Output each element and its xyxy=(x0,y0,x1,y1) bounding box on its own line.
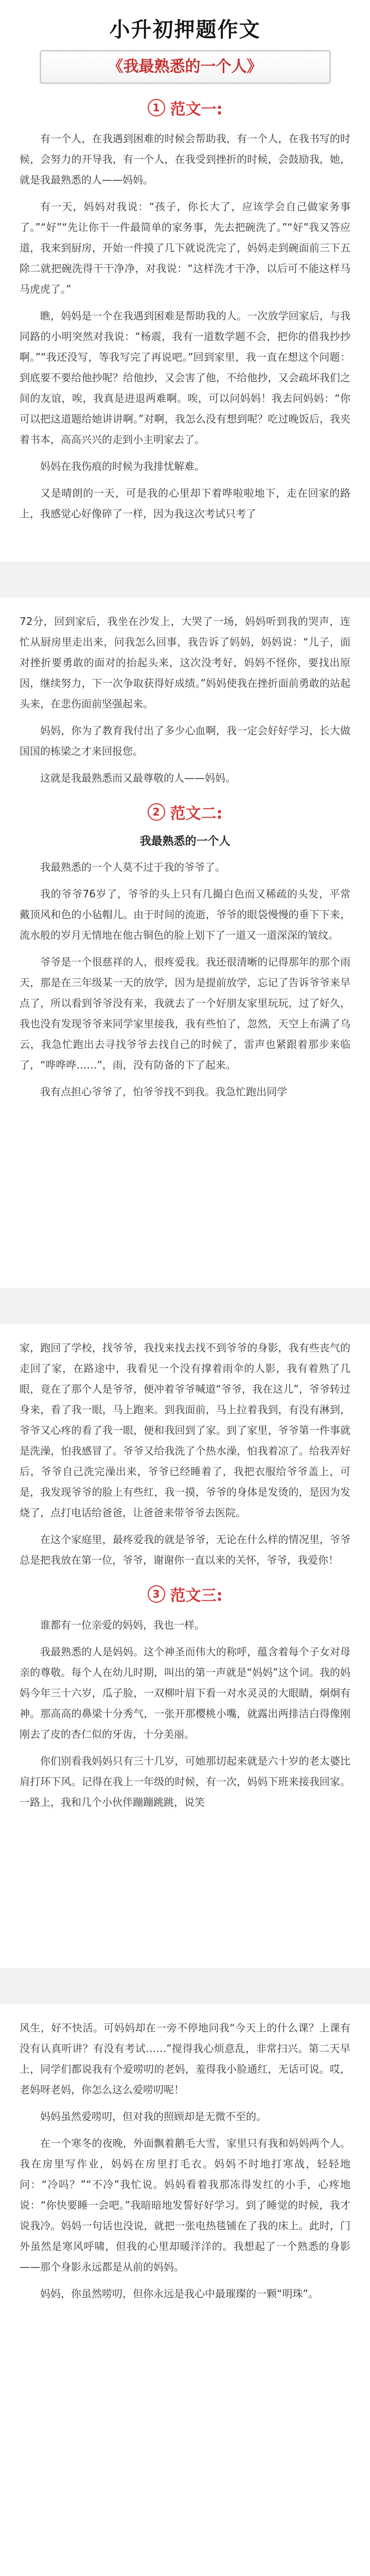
page-gap xyxy=(0,562,370,598)
paragraph: 家，跑回了学校，找爷爷，我找来找去找不到爷爷的身影，我有些丧气的走回了家，在路途中，我看见一个没有撑着雨伞的人影，我有着熟了几眼，竟在了那个人是爷爷，便冲着爷爷喊道“爷爷，我在这儿”，爷爷转过身来，看了我一眼，马上跑来。到我面前，马上拉着我到，有没有淋到，爷爷又心疼的看了我一眼，便和我回到了家。到了家里，爷爷第一件事就是洗澡，怕我感冒了。爷爷又给我洗了个热水澡，怕我着凉了。给我弄好后，爷爷自己洗完澡出来，爷爷已经睡着了，我把衣服给爷爷盖上，可是，我发现爷爷的脸上有些红，我一摸，爷爷的身体是发烫的，是因为发烧了，点打电话给爸爸，让爸爸来带爷爷去医院。 xyxy=(20,1342,350,1519)
section-3-title: 范文三: xyxy=(170,1587,223,1605)
paragraph: 你们别看我妈妈只有三十几岁，可她那切起来就是六十岁的老太婆比肩打环下风。记得在我上一年级的时候，有一次，妈妈下班来接我回家。一路上，我和几个小伙伴蹦蹦跳跳，说笑 xyxy=(20,1755,350,1808)
paragraph: 爷爷是一个很慈祥的人，很疼爱我。我还很清晰的记得那年的那个雨天，那是在三年级某一天的放学，因为是提前放学，忘记了告诉爷爷来早点了，所以看到爷爷没有来，我就去了一个好朋友家里玩玩，过了好久，我也没有发现爷爷来同学家里接我，我有些怕了，忽然，天空上布满了乌云，我急忙跑出去寻找爷爷去找自己的时候了，雷声也紧跟着那步来临了，“哗哗哗……”，雨，没有防备的下了起来。 xyxy=(20,956,350,1071)
paragraph: 妈妈，你虽然唠叨，但你永远是我心中最璀璨的一颗“明珠”。 xyxy=(40,2287,319,2300)
page-title: 小升初押题作文 xyxy=(109,18,261,42)
paragraph: 在一个寒冬的夜晚，外面飘着鹅毛大雪，家里只有我和妈妈两个人。我在房里写作业，妈妈在房里打毛衣。妈妈不时地打寒战，轻轻地问：“冷吗？”“不冷”我忙说。妈妈看着我那冻得发红的小手，心疼地说：“你快要睡一会吧。”我暗暗地发誓好好学习。到了睡觉的时候，我才说我冷。妈妈一句话也没说，就把一张电热毯铺在了我的床上。此时，门外虽然是寒风呼啸，但我的心里却暖洋洋的。我想起了一个熟悉的身影——那个身影永远都是从前的妈妈。 xyxy=(20,2137,350,2273)
section-2-heading xyxy=(20,801,350,823)
paragraph: 瞧，妈妈是一个在我遇到困难是帮助我的人。一次放学回家后，与我同路的小明突然对我说：“杨震，我有一道数学题不会，把你的借我抄抄啊。”“我还没写，等我写完了再说吧。”回到家里，我一直在想这个问题：到底要不要给他抄呢？给他抄，又会害了他，不给他抄，又会疏坏我们之间的友谊，唉，我真是进退两难啊。唉，可以问妈妈！我去问妈妈：“你可以把这道题给她讲讲啊。”对啊，我怎么没有想到呢？吃过晚饭后，我夹着书本，高高兴兴的走到小主明家去了。 xyxy=(20,310,350,446)
section-2-title: 范文二: xyxy=(170,805,223,823)
section-3-heading xyxy=(20,1583,350,1605)
paragraph: 有一个人，在我遇到困难的时候会帮助我，有一个人，在我书写的时候，会努力的开导我，有一个人，在我受到挫折的时候，会鼓励我，她，就是我最熟悉的人——妈妈。 xyxy=(20,132,350,186)
paragraph: 我的爷爷76岁了，爷爷的头上只有几撮白色而又稀疏的头发，平常戴顶风和色的小毡帽儿。由于时间的流逝，爷爷的眼袋慢慢的垂下下来，流水般的岁月无情地在他古铜色的脸上划下了一道又一道深深的皱纹。 xyxy=(20,888,350,941)
sheet-1 xyxy=(0,0,370,562)
paragraph: 妈妈虽然爱唠叨，但对我的照顾却是无微不至的。 xyxy=(40,2110,267,2123)
section-1-title: 范文一: xyxy=(170,100,223,118)
paragraph: 在这个家庭里，最疼爱我的就是爷爷，无论在什么样的情况里，爷爷总是把我放在第一位，爷爷，谢谢你一直以来的关怀，爷爷，我爱你！ xyxy=(20,1533,350,1566)
paragraph: 又是晴朗的一天，可是我的心里却下着哗啦啦地下，走在回家的路上，我感觉心好像碎了一样，因为我这次考试只考了 xyxy=(20,487,350,520)
paragraph: 我最熟悉的一个人莫不过于我的爷爷了。 xyxy=(40,861,225,873)
sheet-3 xyxy=(0,1324,370,1968)
number-2-icon: 2 xyxy=(148,803,165,821)
section-1-heading xyxy=(20,96,350,119)
paragraph: 风生，好不快活。可妈妈却在一旁不停地问我“今天上的什么课？上课有没有认真听讲？有没有考试……”搅得我心烦意乱，非常扫兴。第二天早上，同学们都说我有个爱唠叨的老妈，羞得我小脸通红，无话可说。哎，老妈呀老妈，你怎么这么爱唠叨呢！ xyxy=(20,2022,350,2096)
sheet-2 xyxy=(0,598,370,1288)
sheet-4 xyxy=(0,2004,370,2576)
paragraph: 这就是我最熟悉而又最尊敬的人——妈妈。 xyxy=(40,772,236,784)
number-3-icon: 3 xyxy=(148,1585,165,1603)
page-gap xyxy=(0,1968,370,2004)
paragraph: 谁都有一位亲爱的妈妈，我也一样。 xyxy=(40,1619,205,1631)
paragraph: 我有点担心爷爷了，怕爷爷找不到我。我急忙跑出同学 xyxy=(40,1086,287,1098)
essay-title: 我最熟悉的一个人 xyxy=(139,835,231,848)
number-1-icon: 1 xyxy=(148,99,165,116)
paragraph: 72分，回到家后，我坐在沙发上，大哭了一场，妈妈听到我的哭声，连忙从厨房里走出来，问我怎么回事，我告诉了妈妈，妈妈说：“儿子，面对挫折要勇敢的面对的抬起头来，这次没考好，妈妈不怪你，要找出原因，继续努力，下一次争取获得好成绩。”妈妈使我在挫折面前勇敢的站起头来，在悲伤面前坚强起来。 xyxy=(20,615,350,710)
paragraph: 妈妈，你为了教育我付出了多少心血啊，我一定会好好学习，长大做国国的栋梁之才来回报您。 xyxy=(20,724,350,757)
page-gap xyxy=(0,1288,370,1324)
paragraph: 妈妈在我伤痕的时候为我排忧解难。 xyxy=(40,460,205,472)
essay-topic-banner: 《我最熟悉的一个人》 xyxy=(40,50,331,84)
paragraph: 我最熟悉的人是妈妈。这个神圣而伟大的称呼，蕴含着每个子女对母亲的尊敬。每个人在幼儿时期，叫出的第一声就是“妈妈”这个词。我的妈妈今年三十六岁，瓜子脸，一双柳叶眉下看一对水灵灵的大眼睛，炯炯有神。那高高的鼻梁十分秀气，一张开那樱桃小嘴，就露出两排洁白得像刚刚去了皮的杏仁似的牙齿，十分美丽。 xyxy=(20,1646,350,1740)
paragraph: 有一天，妈妈对我说：“孩子，你长大了，应该学会自己做家务事了。”“好”“先让你干一件最简单的家务事，先去把碗洗了。”“好”我又答应道，我来到厨房，开始一件摸了几下就说洗完了，妈妈走到碗面前三下五除二就把碗洗得干干净净，对我说：“这样洗才干净，以后可不能这样马马虎虎了。” xyxy=(20,200,350,295)
